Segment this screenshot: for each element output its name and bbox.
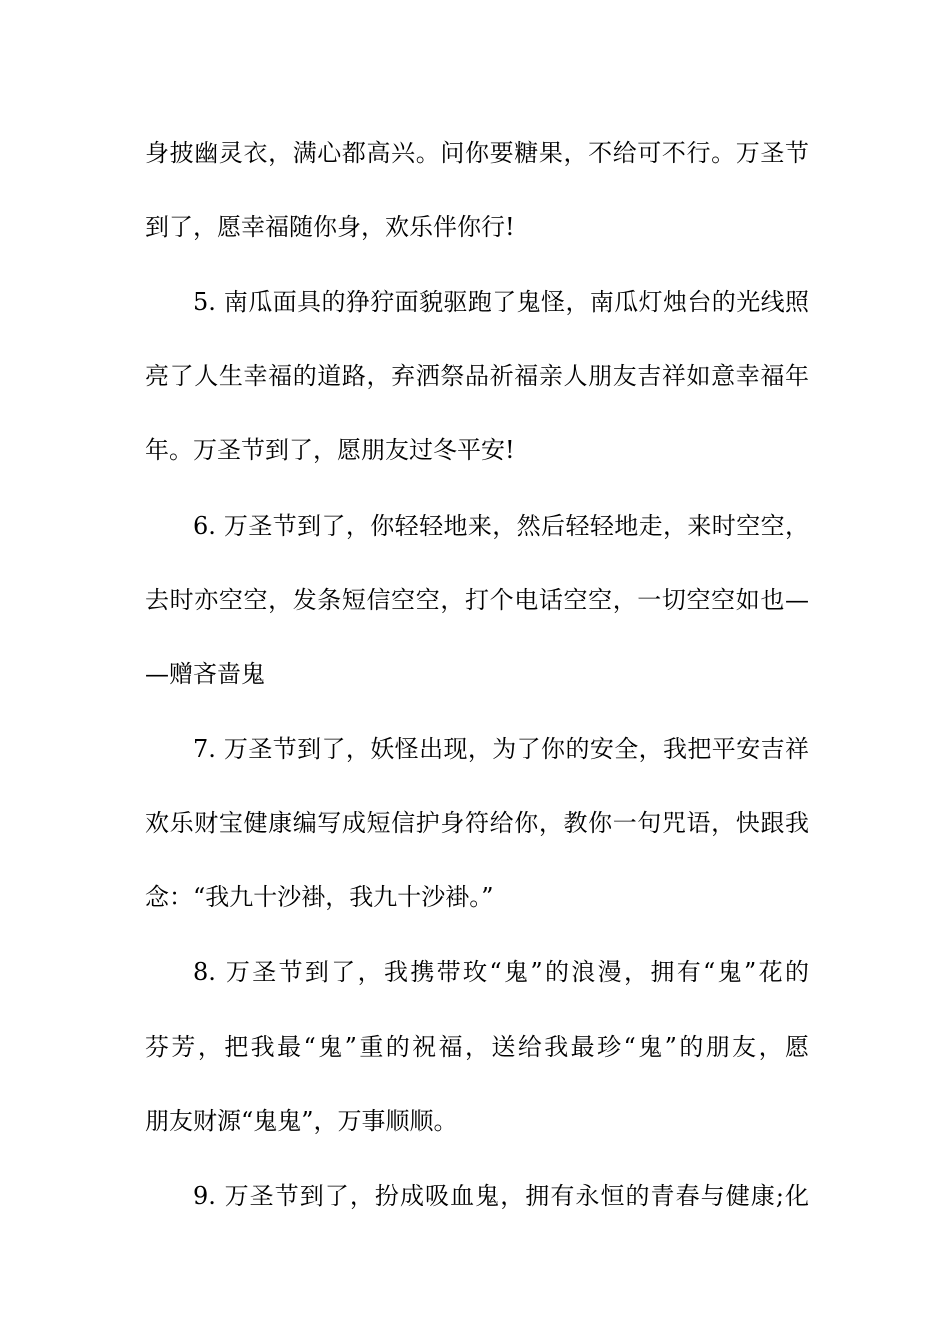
- paragraph-6-start: 6. 万圣节到了，你轻轻地来，然后轻轻地走，来时空空，: [193, 512, 809, 540]
- text-line: 念：“我九十沙褂，我九十沙褂。”: [145, 883, 494, 911]
- text-line: —赠吝啬鬼: [145, 660, 265, 688]
- text-line: 年。万圣节到了，愿朋友过冬平安!: [145, 436, 515, 464]
- paragraph-9-start: 9. 万圣节到了，扮成吸血鬼，拥有永恒的青春与健康;化: [193, 1182, 809, 1210]
- paragraph-5-start: 5. 南瓜面具的狰狞面貌驱跑了鬼怪，南瓜灯烛台的光线照: [193, 288, 809, 316]
- paragraph-7-start: 7. 万圣节到了，妖怪出现，为了你的安全，我把平安吉祥: [193, 735, 809, 763]
- text-line: 欢乐财宝健康编写成短信护身符给你，教你一句咒语，快跟我: [145, 809, 809, 837]
- text-line: 亮了人生幸福的道路，弃洒祭品祈福亲人朋友吉祥如意幸福年: [145, 362, 809, 390]
- text-line: 到了，愿幸福随你身，欢乐伴你行!: [145, 213, 515, 241]
- text-line: 去时亦空空，发条短信空空，打个电话空空，一切空空如也—: [145, 586, 809, 614]
- text-line: 身披幽灵衣，满心都高兴。问你要糖果，不给可不行。万圣节: [145, 139, 809, 167]
- text-line: 朋友财源“鬼鬼”，万事顺顺。: [145, 1107, 458, 1135]
- text-line: 芬芳，把我最“鬼”重的祝福，送给我最珍“鬼”的朋友，愿: [145, 1033, 809, 1061]
- paragraph-8-start: 8. 万圣节到了，我携带玫“鬼”的浪漫，拥有“鬼”花的: [193, 958, 809, 986]
